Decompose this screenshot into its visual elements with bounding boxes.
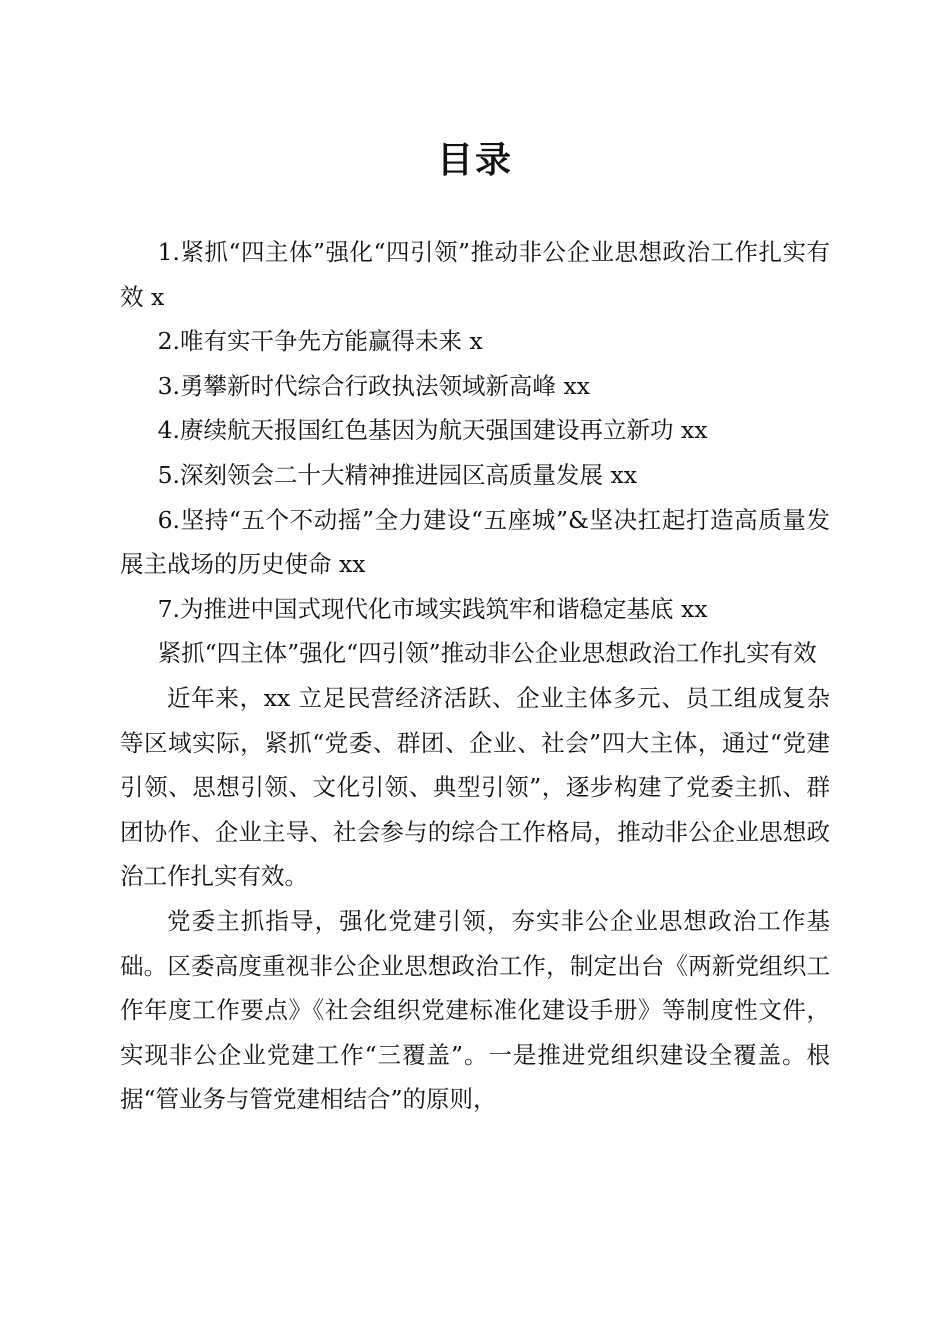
- paragraph-2: 党委主抓指导，强化党建引领，夯实非公企业思想政治工作基础。区委高度重视非公企业思想政治工作，制定出台《两新党组织工作年度工作要点》《社会组织党建标准化建设手册》等制度性文件，实现非公企业党建工作“三覆盖”。一是推进党组织建设全覆盖。根据“管业务与管党建相结合”的原则，: [120, 906, 830, 1114]
- toc-item-7: 7.为推进中国式现代化市域实践筑牢和谐稳定基底 xx: [157, 594, 708, 623]
- toc-item-6: 6.坚持“五个不动摇”全力建设“五座城”&坚决扛起打造高质量发展主战场的历史使命 xx: [120, 505, 830, 579]
- document-body: [120, 230, 830, 1122]
- article-heading: 紧抓“四主体”强化“四引领”推动非公企业思想政治工作扎实有效: [157, 639, 817, 668]
- toc-item-4: 4.赓续航天报国红色基因为航天强国建设再立新功 xx: [157, 416, 708, 445]
- toc-item-1: 1.紧抓“四主体”强化“四引领”推动非公企业思想政治工作扎实有效 x: [120, 238, 830, 311]
- page-title: 目录: [436, 139, 513, 181]
- toc-item-5: 5.深刻领会二十大精神推进园区高质量发展 xx: [157, 460, 637, 489]
- toc-item-2: 2.唯有实干争先方能赢得未来 x: [157, 327, 483, 356]
- paragraph-1: 近年来，xx 立足民营经济活跃、企业主体多元、员工组成复杂等区域实际，紧抓“党委、群团、企业、社会”四大主体，通过“党建引领、思想引领、文化引领、典型引领”，逐步构建了党委主抓、群团协作、企业主导、社会参与的综合工作格局，推动非公企业思想政治工作扎实有效。: [120, 683, 830, 891]
- toc-item-3: 3.勇攀新时代综合行政执法领域新高峰 xx: [157, 371, 590, 400]
